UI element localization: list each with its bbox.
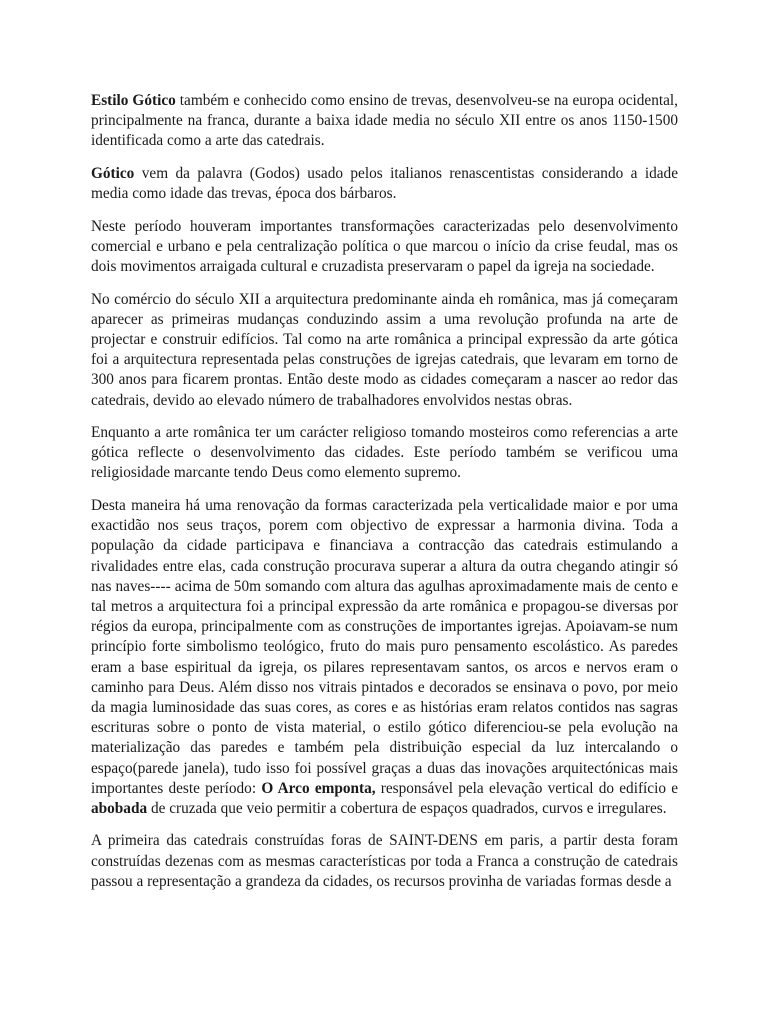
document-body — [91, 91, 678, 904]
paragraph-7: A primeira das catedrais construídas foras de SAINT-DENS em paris, a partir desta foram construídas dezenas com as mesmas características por toda a Franca a construção de catedrais passou a representação a grandeza da cidades, os recursos provinha de variadas formas desde a — [91, 832, 678, 890]
paragraph-6-text-middle: responsável pela elevação vertical do edifício e — [375, 779, 678, 797]
paragraph-6-bold-arco: O Arco emponta, — [261, 779, 376, 797]
paragraph-1-bold-term: Estilo Gótico — [91, 92, 176, 109]
paragraph-6-text-before: Desta maneira há uma renovação da formas caracterizada pela verticalidade maior e por uma exactidão nos seus traços, porem com objectivo de expressar a harmonia divina. Toda a população da cidade participava e financiava a contracção das catedrais estimulando a rivalidades entre elas, cada construção procurava superar a altura da outra chegando atingir só nas naves---- acima de 50m somando com altura das agulhas aproximadamente mais de cento e tal metros a arquitectura foi a principal expressão da arte românica e propagou-se diversas por régios da europa, principalmente com as construções de importantes igrejas. Apoiavam-se num princípio forte simbolismo teológico, fruto do mais puro pensamento escolástico. As paredes eram a base espiritual da igreja, os pilares representavam santos, os arcos e nervos eram o caminho para Deus. Além disso nos vitrais pintados e decorados se ensinava o povo, por meio da magia luminosidade das suas cores, as cores e as histórias eram relatos contidos nas sagras escrituras sobre o ponto de vista material, o estilo gótico diferenciou-se pela evolução na materialização das paredes e também pela distribuição especial da luz intercalando o espaço(parede janela), tudo isso foi possível graças a duas das inovações arquitectónicas mais importantes deste período: — [91, 496, 678, 797]
paragraph-6-bold-abobada: abobada — [91, 799, 148, 817]
paragraph-4: No comércio do século XII a arquitectura predominante ainda eh românica, mas já começaram aparecer as primeiras mudanças conduzindo assim a uma revolução profunda na arte de projectar e construir edifícios. Tal como na arte românica a principal expressão da arte gótica foi a arquitectura representada pelas construções de igrejas catedrais, que levaram em torno de 300 anos para ficarem prontas. Então deste modo as cidades começaram a nascer ao redor das catedrais, devido ao elevado número de trabalhadores envolvidos nestas obras. — [91, 290, 678, 409]
paragraph-5: Enquanto a arte românica ter um carácter religioso tomando mosteiros como referencias a arte gótica reflecte o desenvolvimento das cidades. Este período também se verificou uma religiosidade marcante tendo Deus como elemento supremo. — [91, 424, 678, 482]
paragraph-2 — [91, 164, 678, 204]
paragraph-2-bold-term: Gótico — [91, 164, 135, 182]
paragraph-1-text: também e conhecido como ensino de trevas, desenvolveu-se na europa ocidental, principalmente na franca, durante a baixa idade media no século XII entre os anos 1150-1500 identificada como a arte das catedrais. — [91, 92, 678, 150]
paragraph-3: Neste período houveram importantes transformações caracterizadas pelo desenvolvimento comercial e urbano e pela centralização política o que marcou o início da crise feudal, mas os dois movimentos arraigada cultural e cruzadista preservaram o papel da igreja na sociedade. — [91, 217, 678, 276]
paragraph-6 — [91, 496, 678, 819]
paragraph-6-text-after: de cruzada que veio permitir a cobertura de espaços quadrados, curvos e irregulares. — [147, 799, 667, 817]
paragraph-2-text: vem da palavra (Godos) usado pelos italianos renascentistas considerando a idade media como idade das trevas, época dos bárbaros. — [91, 164, 678, 203]
paragraph-1 — [91, 91, 678, 152]
